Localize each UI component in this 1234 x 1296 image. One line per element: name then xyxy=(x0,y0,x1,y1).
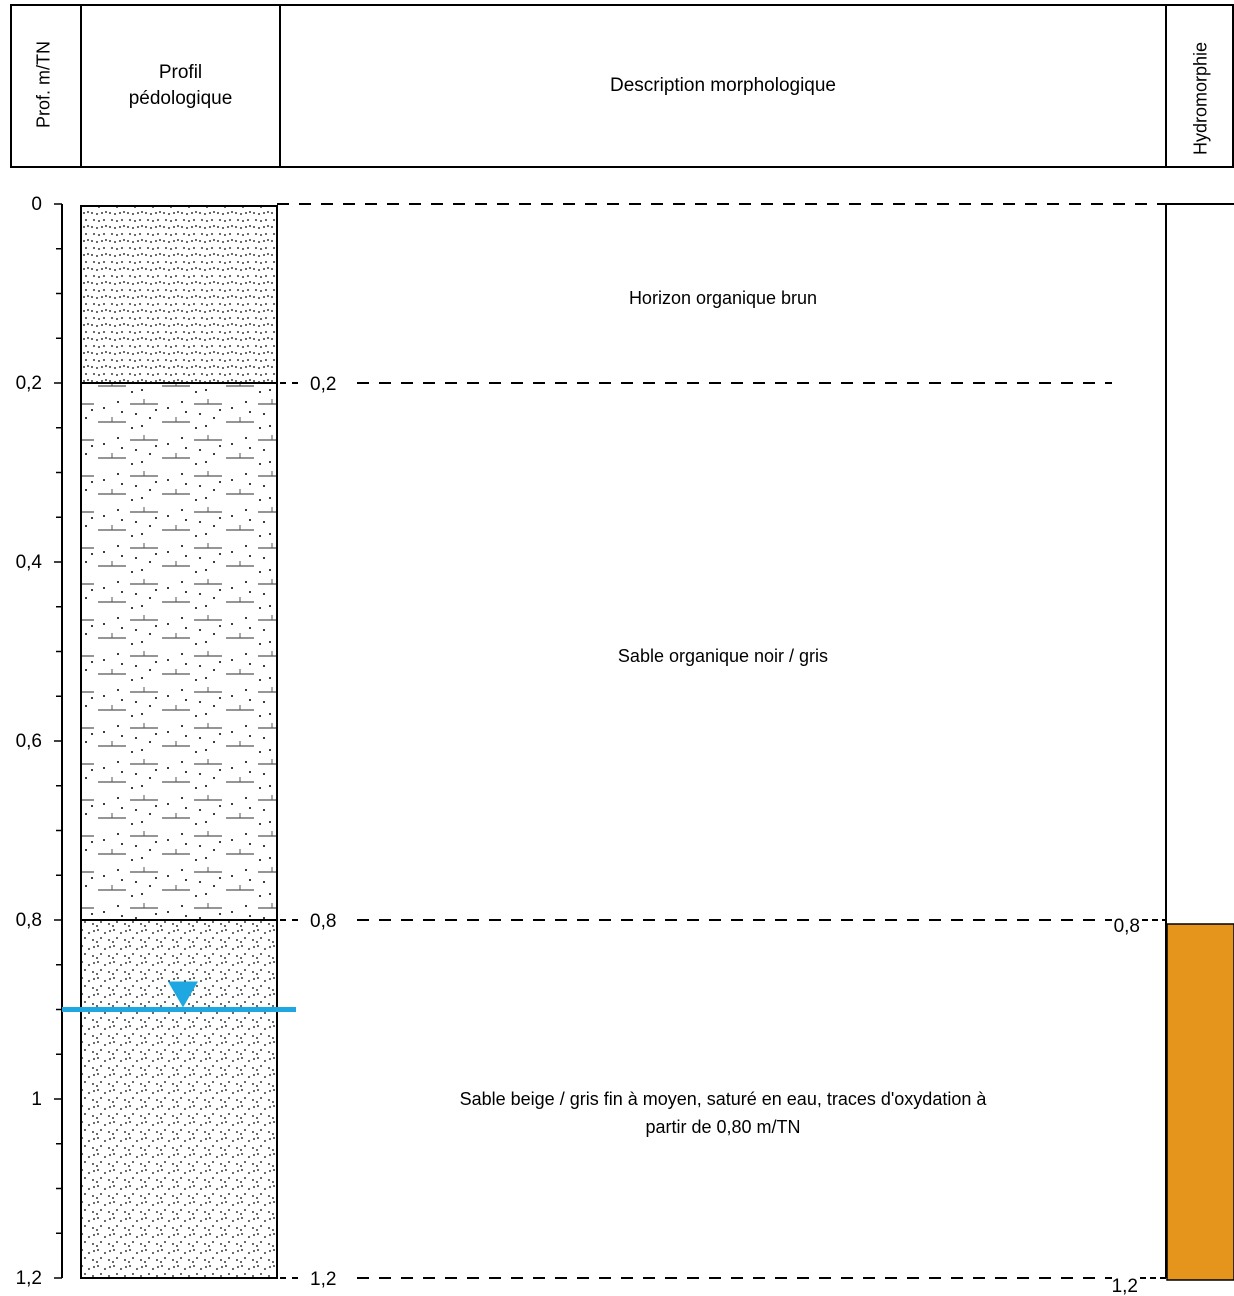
depth-tick-label: 0,8 xyxy=(15,910,42,931)
depth-axis-ticks xyxy=(16,194,62,1289)
profile-header-line1: Profil xyxy=(158,62,203,83)
layer-3-description-line1: Sable beige / gris fin à moyen, saturé en eau, traces d'oxydation à xyxy=(459,1089,987,1109)
depth-tick-label: 0,6 xyxy=(15,731,42,752)
hydromorphy-top-label: 0,8 xyxy=(1113,916,1140,937)
profile-column xyxy=(82,204,276,1278)
layer-1-fill xyxy=(82,204,276,383)
depth-column-header: Prof. m/TN xyxy=(33,41,54,129)
hydromorphy-bottom-label: 1,2 xyxy=(1111,1276,1138,1296)
depth-tick-label: 1 xyxy=(31,1089,42,1110)
boundary-label: 1,2 xyxy=(310,1269,337,1290)
boundary-label: 0,8 xyxy=(310,911,337,932)
depth-tick-label: 0 xyxy=(31,194,42,215)
hydromorphy-column-header: Hydromorphie xyxy=(1190,41,1211,156)
layer-2-description: Sable organique noir / gris xyxy=(617,646,829,666)
depth-tick-label: 0,2 xyxy=(15,373,42,394)
profile-header-line2: pédologique xyxy=(128,88,233,109)
depth-tick-label: 0,4 xyxy=(15,552,42,573)
layer-1-description: Horizon organique brun xyxy=(628,288,818,308)
depth-tick-label: 1,2 xyxy=(15,1268,42,1289)
layer-3-description-line2: partir de 0,80 m/TN xyxy=(645,1117,801,1137)
description-column-header: Description morphologique xyxy=(609,75,836,96)
layer-3-description xyxy=(281,1085,1165,1141)
boundary-label: 0,2 xyxy=(310,374,337,395)
layer-3-fill xyxy=(82,920,276,1278)
layer-2-fill xyxy=(82,383,276,920)
hydromorphy-fill xyxy=(1167,924,1234,1280)
